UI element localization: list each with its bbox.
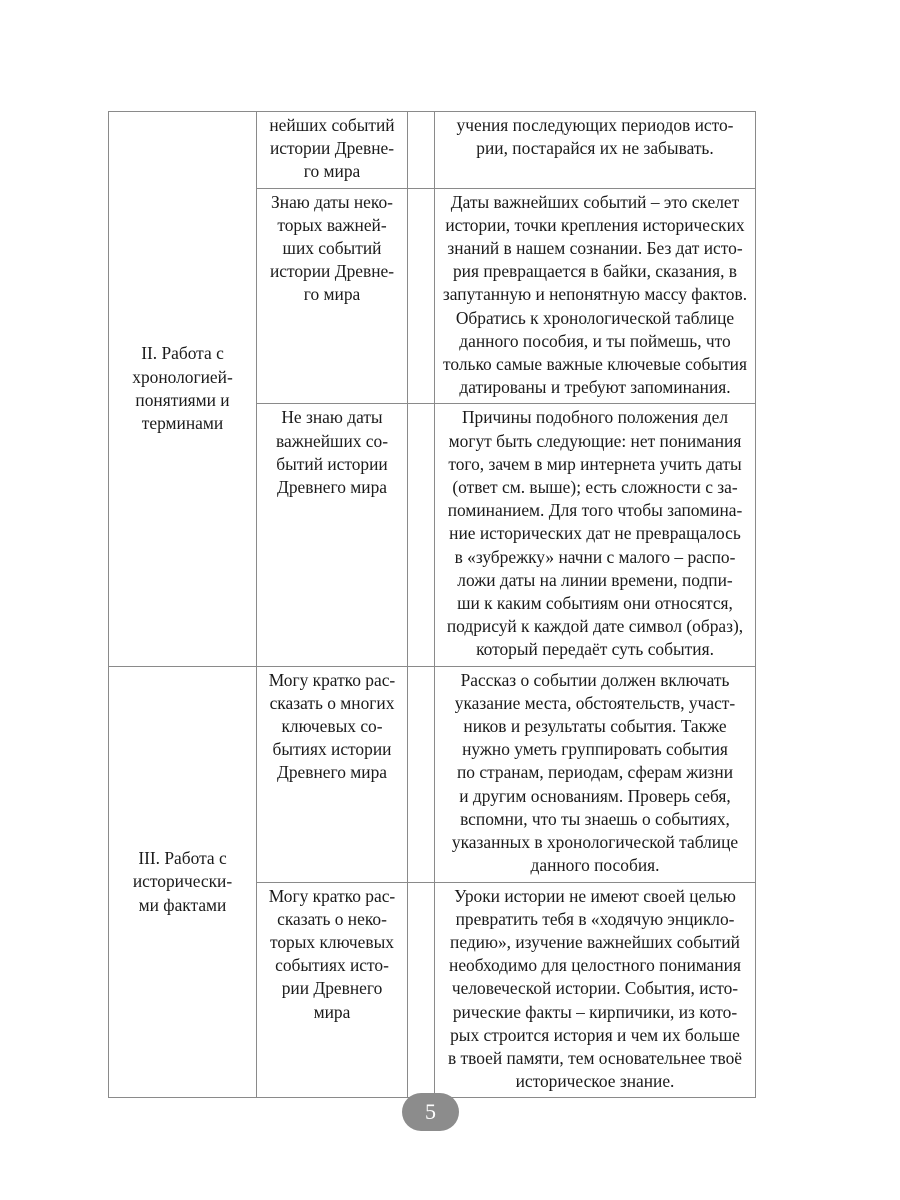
- advice-line: необходимо для целостного понимания: [449, 955, 741, 976]
- advice-line: подрисуй к каждой дате символ (образ),: [446, 616, 744, 637]
- self-mark-cell[interactable]: [408, 666, 435, 882]
- advice-line: в «зубрежку» начни с малого – распо-: [454, 546, 736, 567]
- advice-line: превратить тебя в «ходячую энцикло-: [455, 908, 735, 929]
- level-line: мира: [313, 1001, 351, 1022]
- advice-line: запутанную и непонятную массу фактов.: [442, 284, 748, 305]
- level-line: ключевых со-: [281, 716, 383, 737]
- self-mark-cell[interactable]: [408, 188, 435, 404]
- reflection-table: [108, 111, 756, 1098]
- advice-line: ши к каким событиям они относятся,: [457, 593, 733, 614]
- advice-line: датированы и требуют запоминания.: [459, 377, 731, 398]
- level-line: нейших событий: [269, 115, 395, 135]
- advice-line: истории, точки крепления исторических: [445, 214, 745, 235]
- advice-line: Обратись к хронологической таблице: [455, 307, 735, 328]
- advice-line: по странам, периодам, сферам жизни: [457, 762, 733, 783]
- section-title-line: понятиями и: [135, 389, 230, 410]
- level-line: ших событий: [282, 238, 382, 259]
- advice-line: нужно уметь группировать события: [462, 739, 728, 760]
- section-title-line: хронологией-: [132, 366, 233, 387]
- level-line: сказать о многих: [269, 692, 395, 713]
- advice-line: Причины подобного положения дел: [461, 407, 728, 428]
- table-row: [109, 112, 756, 189]
- level-line: рии Древнего: [281, 978, 383, 999]
- advice-line: данного пособия, и ты поймешь, что: [459, 330, 731, 351]
- advice-line: педию», изучение важнейших событий: [450, 931, 740, 952]
- level-line: го мира: [303, 284, 361, 305]
- level-cell: [257, 666, 408, 882]
- page-number: 5: [425, 1099, 436, 1124]
- advice-cell: [435, 188, 756, 404]
- advice-line: рых строится история и чем их больше: [450, 1024, 740, 1045]
- level-cell: [257, 404, 408, 666]
- advice-line: ние исторических дат не превращалось: [449, 523, 741, 544]
- level-line: торых важней-: [277, 214, 387, 235]
- advice-line: данного пособия.: [530, 855, 660, 876]
- level-line: го мира: [303, 161, 361, 182]
- section-title-line: исторически-: [132, 871, 233, 892]
- advice-line: того, зачем в мир интернета учить даты: [448, 453, 742, 474]
- advice-cell: [435, 404, 756, 666]
- level-line: истории Древне-: [269, 261, 395, 282]
- advice-line: рические факты – кирпичики, из кото-: [452, 1001, 738, 1022]
- self-mark-cell[interactable]: [408, 112, 435, 189]
- page-number-badge: [402, 1093, 459, 1131]
- level-cell: [257, 112, 408, 189]
- level-line: Знаю даты неко-: [271, 191, 393, 212]
- level-cell: [257, 882, 408, 1098]
- level-line: сказать о неко-: [277, 908, 387, 929]
- advice-line: могут быть следующие: нет понимания: [448, 430, 742, 451]
- advice-line: Даты важнейших событий – это скелет: [450, 191, 740, 212]
- self-mark-cell[interactable]: [408, 882, 435, 1098]
- advice-cell: [435, 666, 756, 882]
- level-line: Могу кратко рас-: [268, 669, 396, 690]
- section-title-cell: [109, 112, 257, 667]
- advice-line: поминанием. Для того чтобы запомина-: [447, 500, 743, 521]
- level-line: событиях исто-: [275, 955, 389, 976]
- level-line: бытиях истории: [272, 739, 392, 760]
- advice-line: Уроки истории не имеют своей целью: [454, 885, 736, 906]
- level-line: Древнего мира: [277, 762, 387, 783]
- section-title-line: ми фактами: [138, 894, 227, 915]
- advice-line: учения последующих периодов исто-: [456, 115, 734, 135]
- advice-line: рия превращается в байки, сказания, в: [452, 261, 738, 282]
- advice-line: который передаёт суть события.: [476, 639, 714, 660]
- advice-line: в твоей памяти, тем основательнее твоё: [447, 1047, 743, 1068]
- section-title-line: III. Работа с: [138, 848, 227, 869]
- level-line: Могу кратко рас-: [268, 885, 396, 906]
- section-title-line: II. Работа с: [141, 343, 224, 364]
- advice-line: вспомни, что ты знаешь о событиях,: [460, 808, 730, 829]
- advice-line: историческое знание.: [515, 1071, 675, 1092]
- level-cell: [257, 188, 408, 404]
- self-mark-cell[interactable]: [408, 404, 435, 666]
- advice-line: и другим основаниям. Проверь себя,: [459, 785, 731, 806]
- advice-line: знаний в нашем сознании. Без дат исто-: [447, 238, 743, 259]
- advice-line: указанных в хронологической таблице: [451, 832, 739, 853]
- level-line: торых ключевых: [269, 931, 394, 952]
- table-body: [109, 112, 756, 1098]
- advice-line: человеческой истории. События, исто-: [451, 978, 739, 999]
- advice-line: только самые важные ключевые события: [443, 354, 747, 375]
- advice-line: рии, постарайся их не забывать.: [476, 138, 714, 159]
- section-title-line: терминами: [141, 413, 224, 434]
- level-line: Не знаю даты: [281, 407, 383, 428]
- advice-line: ложи даты на линии времени, подпи-: [457, 569, 733, 590]
- advice-cell: [435, 112, 756, 189]
- level-line: истории Древне-: [269, 138, 395, 159]
- advice-cell: [435, 882, 756, 1098]
- advice-line: Рассказ о событии должен включать: [460, 669, 730, 690]
- section-title-cell: [109, 666, 257, 1098]
- level-line: важнейших со-: [276, 430, 388, 451]
- table-row: [109, 666, 756, 882]
- advice-line: указание места, обстоятельств, участ-: [454, 692, 736, 713]
- advice-line: ников и результаты события. Также: [463, 716, 727, 737]
- level-line: бытий истории: [276, 453, 388, 474]
- level-line: Древнего мира: [277, 477, 387, 498]
- advice-line: (ответ см. выше); есть сложности с за-: [452, 477, 738, 498]
